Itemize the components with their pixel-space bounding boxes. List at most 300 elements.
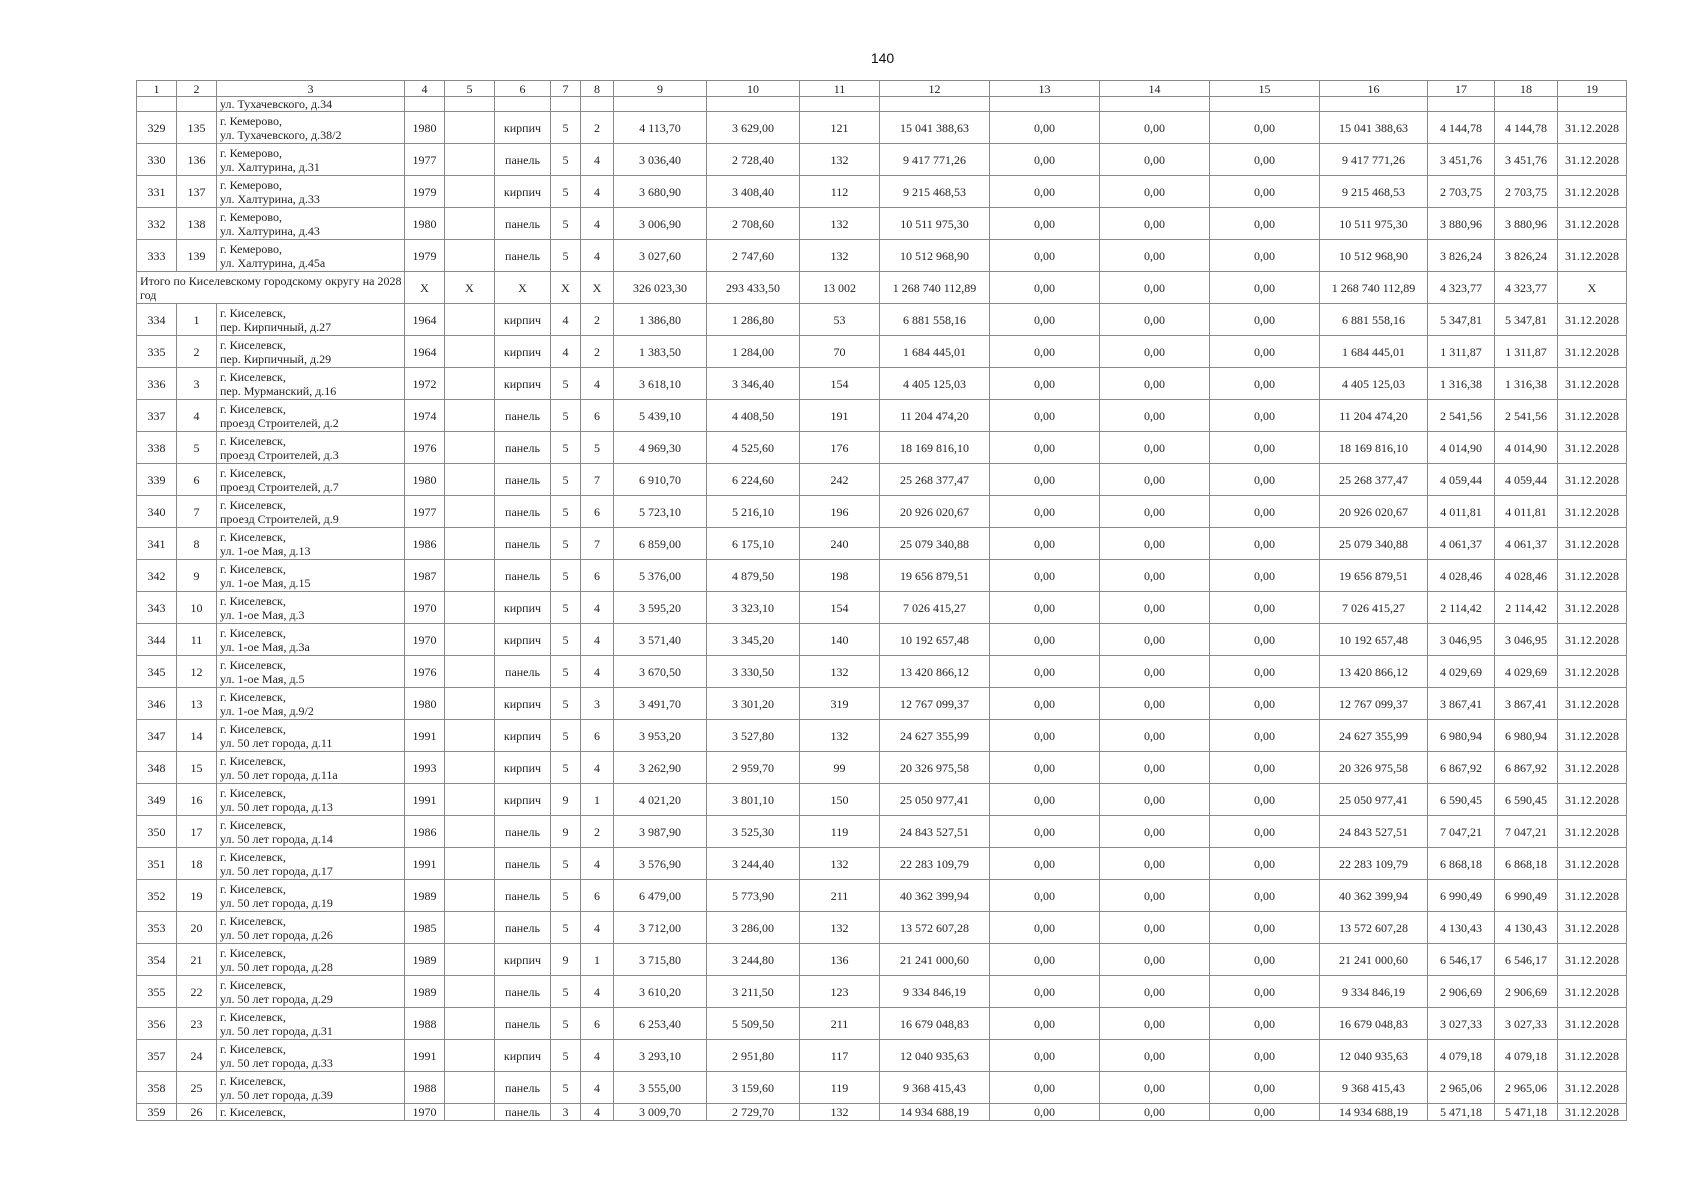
row-number-cell: 339 [137,464,177,496]
col15-cell: 0,00 [1210,656,1320,688]
year-cell: 1989 [405,976,445,1008]
col14-cell: 0,00 [1100,1104,1210,1121]
local-number-cell: 9 [177,560,217,592]
address-cell [217,528,405,560]
row-number-cell: 352 [137,880,177,912]
col15-cell: 0,00 [1210,1040,1320,1072]
floors-cell: 5 [551,496,581,528]
col13-cell: 0,00 [990,368,1100,400]
total-cell: X [581,272,614,304]
col15-cell: 0,00 [1210,304,1320,336]
residents-cell: 132 [800,1104,880,1121]
cell [177,97,217,112]
address-cell [217,464,405,496]
material-cell: кирпич [495,752,551,784]
living-area-cell: 4 408,50 [707,400,800,432]
max-unit-cost-cell: 2 965,06 [1495,1072,1558,1104]
table-row [137,208,1627,240]
total-area-cell: 6 910,70 [614,464,707,496]
entrances-cell: 6 [581,880,614,912]
total-cost-cell: 10 192 657,48 [880,624,990,656]
residents-cell: 53 [800,304,880,336]
row-number-cell: 329 [137,112,177,144]
unit-cost-cell: 4 029,69 [1428,656,1495,688]
residents-cell: 121 [800,112,880,144]
row-number-cell: 341 [137,528,177,560]
address-street: ул. 50 лет города, д.19 [220,895,333,910]
unit-cost-cell: 6 546,17 [1428,944,1495,976]
address-city: г. Киселевск, [220,1105,286,1119]
address-city: г. Киселевск, [220,945,286,960]
material-cell: панель [495,816,551,848]
address-city: г. Киселевск, [220,305,286,320]
col13-cell: 0,00 [990,1104,1100,1121]
deadline-cell: 31.12.2028 [1558,656,1627,688]
material-cell: панель [495,1008,551,1040]
col13-cell: 0,00 [990,432,1100,464]
living-area-cell: 3 286,00 [707,912,800,944]
entrances-cell: 4 [581,208,614,240]
material-cell: панель [495,496,551,528]
deadline-cell: 31.12.2028 [1558,912,1627,944]
address-street: ул. 50 лет города, д.11 [220,735,333,750]
floors-cell: 5 [551,1008,581,1040]
header-cell: 10 [707,81,800,97]
max-unit-cost-cell: 4 130,43 [1495,912,1558,944]
floors-cell: 5 [551,720,581,752]
deadline-cell: 31.12.2028 [1558,592,1627,624]
total-cost-cell: 10 511 975,30 [880,208,990,240]
entrances-cell: 6 [581,1008,614,1040]
entrances-cell: 6 [581,400,614,432]
total-cost-cell: 6 881 558,16 [880,304,990,336]
col15-cell: 0,00 [1210,624,1320,656]
col14-cell: 0,00 [1100,400,1210,432]
col14-cell: 0,00 [1100,1072,1210,1104]
total-area-cell: 3 293,10 [614,1040,707,1072]
col15-cell: 0,00 [1210,240,1320,272]
deadline-cell: 31.12.2028 [1558,848,1627,880]
cell [1558,97,1627,112]
col15-cell: 0,00 [1210,1104,1320,1121]
floors-cell: 5 [551,656,581,688]
total-area-cell: 6 253,40 [614,1008,707,1040]
entrances-cell: 2 [581,304,614,336]
local-number-cell: 139 [177,240,217,272]
col15-cell: 0,00 [1210,464,1320,496]
address-city: г. Киселевск, [220,881,286,896]
total-cost-cell: 40 362 399,94 [880,880,990,912]
col5-cell [445,848,495,880]
max-unit-cost-cell: 4 059,44 [1495,464,1558,496]
unit-cost-cell: 7 047,21 [1428,816,1495,848]
table-row [137,784,1627,816]
col16-cell: 12 040 935,63 [1320,1040,1428,1072]
material-cell: кирпич [495,304,551,336]
col15-cell: 0,00 [1210,208,1320,240]
local-number-cell: 136 [177,144,217,176]
address-cell [217,240,405,272]
living-area-cell: 3 345,20 [707,624,800,656]
col15-cell: 0,00 [1210,592,1320,624]
year-cell: 1991 [405,1040,445,1072]
residents-cell: 196 [800,496,880,528]
year-cell: 1989 [405,944,445,976]
year-cell: 1970 [405,592,445,624]
year-cell: 1993 [405,752,445,784]
total-cost-cell: 22 283 109,79 [880,848,990,880]
col15-cell: 0,00 [1210,752,1320,784]
material-cell: панель [495,144,551,176]
local-number-cell: 137 [177,176,217,208]
floors-cell: 5 [551,592,581,624]
unit-cost-cell: 6 590,45 [1428,784,1495,816]
address-cell [217,720,405,752]
floors-cell: 5 [551,1072,581,1104]
entrances-cell: 4 [581,1040,614,1072]
unit-cost-cell: 4 079,18 [1428,1040,1495,1072]
entrances-cell: 4 [581,368,614,400]
living-area-cell: 2 747,60 [707,240,800,272]
row-number-cell: 358 [137,1072,177,1104]
floors-cell: 5 [551,848,581,880]
living-area-cell: 4 525,60 [707,432,800,464]
entrances-cell: 4 [581,240,614,272]
row-number-cell: 351 [137,848,177,880]
col14-cell: 0,00 [1100,848,1210,880]
local-number-cell: 12 [177,656,217,688]
total-area-cell: 5 439,10 [614,400,707,432]
material-cell: панель [495,464,551,496]
total-cell: 4 323,77 [1495,272,1558,304]
total-cell: X [495,272,551,304]
max-unit-cost-cell: 4 144,78 [1495,112,1558,144]
address-cell [217,1072,405,1104]
entrances-cell: 4 [581,592,614,624]
address-street: ул. 50 лет города, д.33 [220,1055,333,1070]
row-number-cell: 334 [137,304,177,336]
col15-cell: 0,00 [1210,784,1320,816]
address-cell [217,208,405,240]
total-cell: 1 268 740 112,89 [880,272,990,304]
address-cell [217,1008,405,1040]
col5-cell [445,304,495,336]
local-number-cell: 17 [177,816,217,848]
unit-cost-cell: 2 906,69 [1428,976,1495,1008]
col5-cell [445,720,495,752]
total-area-cell: 3 027,60 [614,240,707,272]
deadline-cell: 31.12.2028 [1558,688,1627,720]
total-area-cell: 1 386,80 [614,304,707,336]
total-cost-cell: 15 041 388,63 [880,112,990,144]
deadline-cell: 31.12.2028 [1558,976,1627,1008]
material-cell: кирпич [495,944,551,976]
year-cell: 1991 [405,784,445,816]
unit-cost-cell: 6 867,92 [1428,752,1495,784]
col14-cell: 0,00 [1100,112,1210,144]
col15-cell: 0,00 [1210,976,1320,1008]
total-cell: 13 002 [800,272,880,304]
total-cost-cell: 18 169 816,10 [880,432,990,464]
cell [880,97,990,112]
table-row [137,464,1627,496]
table-row [137,400,1627,432]
address-street: ул. Халтурина, д.31 [220,159,320,174]
unit-cost-cell: 3 880,96 [1428,208,1495,240]
col14-cell: 0,00 [1100,880,1210,912]
residents-cell: 132 [800,144,880,176]
table-row [137,560,1627,592]
floors-cell: 4 [551,304,581,336]
header-cell: 11 [800,81,880,97]
address-city: г. Киселевск, [220,561,286,576]
year-cell: 1985 [405,912,445,944]
total-area-cell: 3 009,70 [614,1104,707,1121]
col16-cell: 10 192 657,48 [1320,624,1428,656]
address-continuation: ул. Тухачевского, д.34 [217,97,405,112]
cell [1320,97,1428,112]
column-number-header [137,81,1627,97]
total-area-cell: 3 680,90 [614,176,707,208]
material-cell: кирпич [495,1040,551,1072]
cell [614,97,707,112]
residents-cell: 123 [800,976,880,1008]
unit-cost-cell: 3 451,76 [1428,144,1495,176]
col15-cell: 0,00 [1210,1072,1320,1104]
address-street: ул. Халтурина, д.43 [220,223,320,238]
floors-cell: 5 [551,752,581,784]
living-area-cell: 1 284,00 [707,336,800,368]
col14-cell: 0,00 [1100,784,1210,816]
header-cell: 18 [1495,81,1558,97]
address-cell [217,1104,405,1121]
max-unit-cost-cell: 4 061,37 [1495,528,1558,560]
unit-cost-cell: 3 826,24 [1428,240,1495,272]
row-number-cell: 354 [137,944,177,976]
entrances-cell: 4 [581,656,614,688]
cell [1495,97,1558,112]
col15-cell: 0,00 [1210,112,1320,144]
header-cell: 5 [445,81,495,97]
cell [405,97,445,112]
max-unit-cost-cell: 3 451,76 [1495,144,1558,176]
total-cost-cell: 11 204 474,20 [880,400,990,432]
material-cell: панель [495,880,551,912]
max-unit-cost-cell: 3 046,95 [1495,624,1558,656]
table-row [137,368,1627,400]
col16-cell: 25 079 340,88 [1320,528,1428,560]
entrances-cell: 2 [581,112,614,144]
address-city: г. Киселевск, [220,433,286,448]
col13-cell: 0,00 [990,944,1100,976]
col13-cell: 0,00 [990,112,1100,144]
local-number-cell: 7 [177,496,217,528]
col5-cell [445,880,495,912]
residents-cell: 112 [800,176,880,208]
col15-cell: 0,00 [1210,368,1320,400]
address-cell [217,752,405,784]
total-area-cell: 3 953,20 [614,720,707,752]
material-cell: кирпич [495,368,551,400]
address-street: ул. 50 лет города, д.13 [220,799,333,814]
total-row [137,272,1627,304]
col13-cell: 0,00 [990,816,1100,848]
entrances-cell: 3 [581,688,614,720]
col5-cell [445,752,495,784]
address-city: г. Киселевск, [220,785,286,800]
residents-cell: 319 [800,688,880,720]
address-city: г. Киселевск, [220,497,286,512]
cell [1100,97,1210,112]
entrances-cell: 4 [581,1104,614,1121]
row-number-cell: 331 [137,176,177,208]
living-area-cell: 2 708,60 [707,208,800,240]
deadline-cell: 31.12.2028 [1558,496,1627,528]
table-row [137,944,1627,976]
header-cell: 6 [495,81,551,97]
residents-cell: 240 [800,528,880,560]
max-unit-cost-cell: 4 011,81 [1495,496,1558,528]
max-unit-cost-cell: 7 047,21 [1495,816,1558,848]
max-unit-cost-cell: 6 990,49 [1495,880,1558,912]
floors-cell: 5 [551,624,581,656]
col16-cell: 6 881 558,16 [1320,304,1428,336]
entrances-cell: 4 [581,912,614,944]
col16-cell: 12 767 099,37 [1320,688,1428,720]
col13-cell: 0,00 [990,688,1100,720]
entrances-cell: 4 [581,848,614,880]
total-label: Итого по Киселевскому городскому округу на 2028 год [137,272,405,304]
col14-cell: 0,00 [1100,912,1210,944]
col15-cell: 0,00 [1210,880,1320,912]
col14-cell: 0,00 [1100,816,1210,848]
floors-cell: 5 [551,912,581,944]
floors-cell: 5 [551,1040,581,1072]
address-city: г. Кемерово, [220,113,282,128]
total-cost-cell: 9 215 468,53 [880,176,990,208]
total-cell: 326 023,30 [614,272,707,304]
col15-cell: 0,00 [1210,848,1320,880]
total-area-cell: 3 262,90 [614,752,707,784]
total-cell: 0,00 [990,272,1100,304]
col16-cell: 14 934 688,19 [1320,1104,1428,1121]
floors-cell: 5 [551,464,581,496]
col13-cell: 0,00 [990,848,1100,880]
col5-cell [445,528,495,560]
table-row [137,1072,1627,1104]
entrances-cell: 4 [581,1072,614,1104]
deadline-cell: 31.12.2028 [1558,1072,1627,1104]
header-cell: 17 [1428,81,1495,97]
local-number-cell: 6 [177,464,217,496]
cell [1210,97,1320,112]
col13-cell: 0,00 [990,976,1100,1008]
col5-cell [445,1104,495,1121]
col5-cell [445,112,495,144]
col14-cell: 0,00 [1100,336,1210,368]
unit-cost-cell: 6 868,18 [1428,848,1495,880]
col16-cell: 1 684 445,01 [1320,336,1428,368]
row-number-cell: 346 [137,688,177,720]
total-cell: X [445,272,495,304]
col16-cell: 18 169 816,10 [1320,432,1428,464]
col14-cell: 0,00 [1100,944,1210,976]
max-unit-cost-cell: 2 703,75 [1495,176,1558,208]
address-cell [217,912,405,944]
address-city: г. Киселевск, [220,465,286,480]
address-city: г. Кемерово, [220,209,282,224]
local-number-cell: 3 [177,368,217,400]
row-number-cell: 344 [137,624,177,656]
max-unit-cost-cell: 4 079,18 [1495,1040,1558,1072]
year-cell: 1979 [405,176,445,208]
year-cell: 1964 [405,336,445,368]
total-cost-cell: 9 334 846,19 [880,976,990,1008]
row-number-cell: 338 [137,432,177,464]
address-street: проезд Строителей, д.2 [220,415,339,430]
address-street: пер. Мурманский, д.16 [220,383,337,398]
col15-cell: 0,00 [1210,912,1320,944]
col14-cell: 0,00 [1100,144,1210,176]
address-cell [217,784,405,816]
total-cost-cell: 24 843 527,51 [880,816,990,848]
unit-cost-cell: 2 541,56 [1428,400,1495,432]
cell [800,97,880,112]
col5-cell [445,496,495,528]
col16-cell: 9 417 771,26 [1320,144,1428,176]
unit-cost-cell: 1 316,38 [1428,368,1495,400]
table-row [137,592,1627,624]
address-street: ул. 1-ое Мая, д.3 [220,607,305,622]
total-cost-cell: 14 934 688,19 [880,1104,990,1121]
local-number-cell: 4 [177,400,217,432]
col5-cell [445,336,495,368]
total-cell: 0,00 [1210,272,1320,304]
floors-cell: 5 [551,432,581,464]
living-area-cell: 5 216,10 [707,496,800,528]
year-cell: 1986 [405,816,445,848]
floors-cell: 9 [551,816,581,848]
row-number-cell: 355 [137,976,177,1008]
header-cell: 4 [405,81,445,97]
col13-cell: 0,00 [990,1008,1100,1040]
year-cell: 1991 [405,848,445,880]
total-area-cell: 3 610,20 [614,976,707,1008]
total-cell: 293 433,50 [707,272,800,304]
total-cost-cell: 25 079 340,88 [880,528,990,560]
total-area-cell: 3 576,90 [614,848,707,880]
max-unit-cost-cell: 5 347,81 [1495,304,1558,336]
material-cell: панель [495,976,551,1008]
max-unit-cost-cell: 3 867,41 [1495,688,1558,720]
material-cell: панель [495,1104,551,1121]
max-unit-cost-cell: 2 541,56 [1495,400,1558,432]
col5-cell [445,144,495,176]
year-cell: 1980 [405,112,445,144]
total-cost-cell: 20 926 020,67 [880,496,990,528]
address-cell [217,656,405,688]
col15-cell: 0,00 [1210,944,1320,976]
residents-cell: 198 [800,560,880,592]
total-cell: 4 323,77 [1428,272,1495,304]
unit-cost-cell: 6 980,94 [1428,720,1495,752]
address-street: ул. 1-ое Мая, д.9/2 [220,703,314,718]
table-row [137,528,1627,560]
total-cell: X [551,272,581,304]
unit-cost-cell: 3 046,95 [1428,624,1495,656]
col16-cell: 13 420 866,12 [1320,656,1428,688]
col16-cell: 9 368 415,43 [1320,1072,1428,1104]
